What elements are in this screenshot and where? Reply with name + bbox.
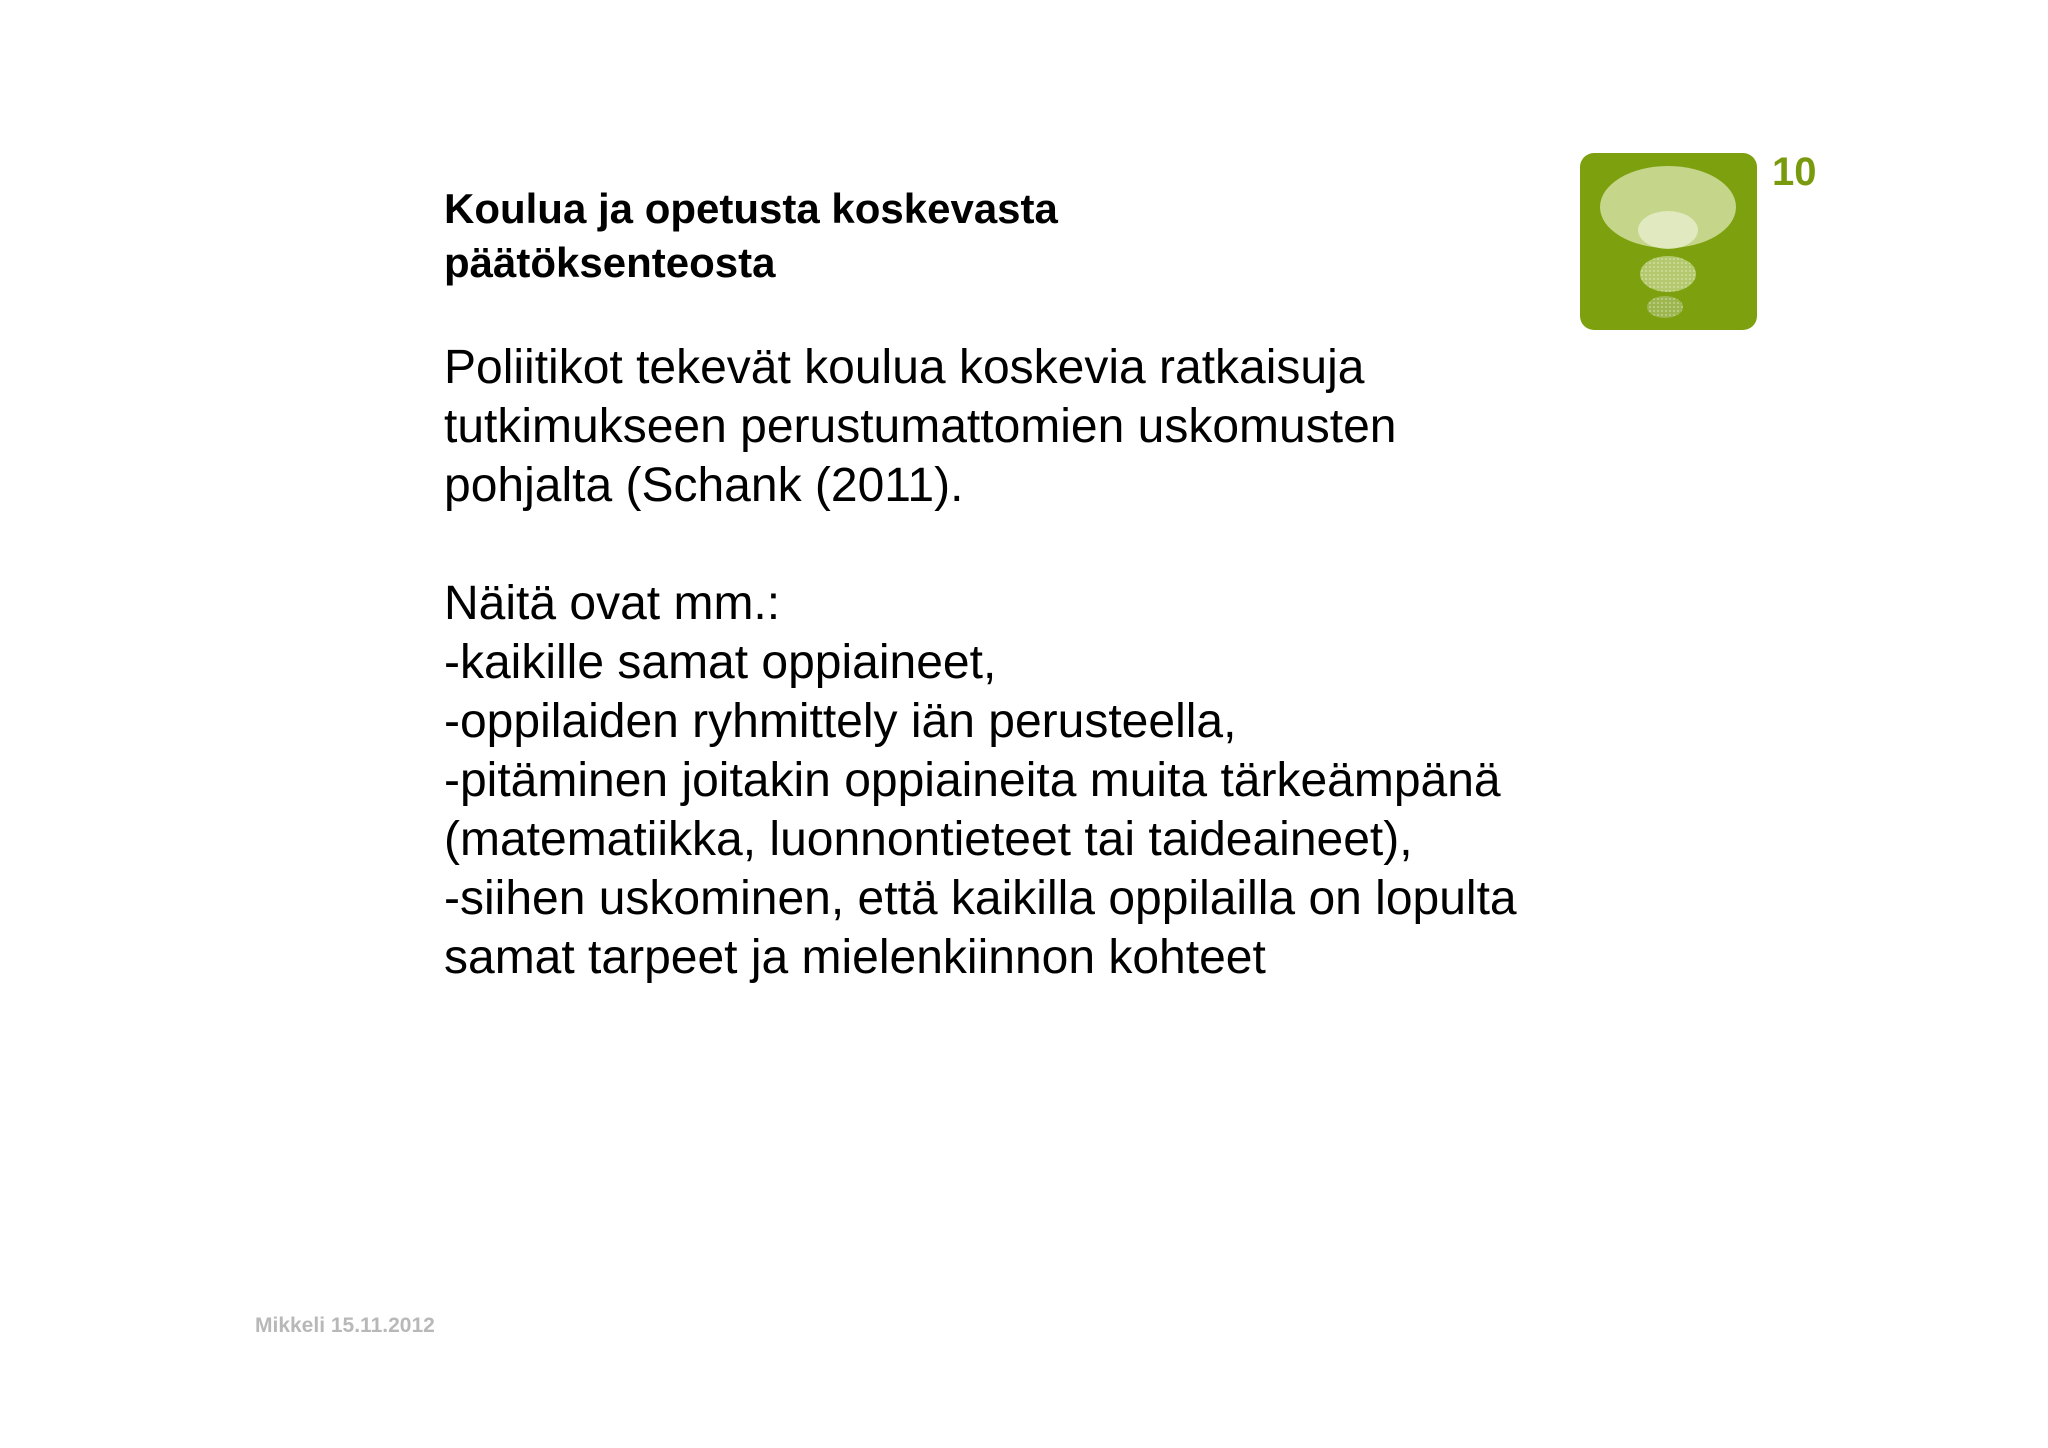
list-item-continuation: (matematiikka, luonnontieteet tai taideaineet),	[444, 813, 1413, 866]
page-number: 10	[1772, 150, 1817, 194]
list-item: -oppilaiden ryhmittely iän perusteella,	[444, 695, 1237, 748]
list-item: -pitäminen joitakin oppiaineita muita tärkeämpänä	[444, 754, 1501, 807]
slide-body	[444, 338, 1594, 987]
speech-bubble-logo-icon	[1580, 153, 1757, 330]
title-line: päätöksenteosta	[444, 239, 776, 286]
paragraph-spacer	[444, 515, 1594, 574]
list-item: -siihen uskominen, että kaikilla oppilailla on lopulta	[444, 872, 1517, 925]
body-line: pohjalta (Schank (2011).	[444, 459, 964, 512]
paragraph-list	[444, 574, 1594, 987]
footer-date: Mikkeli 15.11.2012	[255, 1314, 435, 1337]
body-line: Poliitikot tekevät koulua koskevia ratkaisuja	[444, 341, 1365, 394]
list-item-continuation: samat tarpeet ja mielenkiinnon kohteet	[444, 931, 1266, 984]
body-line: tutkimukseen perustumattomien uskomusten	[444, 400, 1397, 453]
title-line: Koulua ja opetusta koskevasta	[444, 185, 1058, 232]
paragraph-intro	[444, 338, 1594, 515]
list-item: -kaikille samat oppiaineet,	[444, 636, 997, 689]
slide-title	[444, 182, 1344, 290]
body-line: Näitä ovat mm.:	[444, 577, 781, 630]
